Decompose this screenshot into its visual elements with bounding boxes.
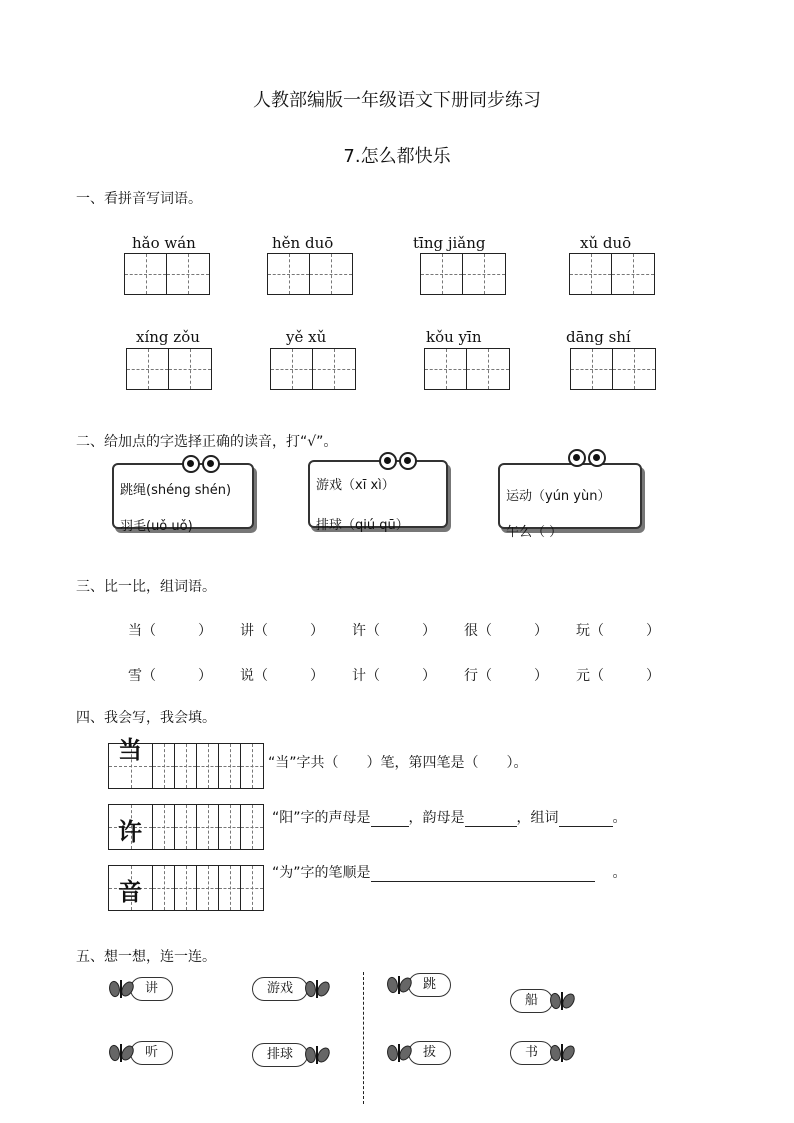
q3-text-b: 。	[612, 865, 627, 881]
compare-item[interactable]: 计（ ）	[352, 668, 436, 684]
compare-item[interactable]: 当（ ）	[128, 623, 212, 639]
compare-item[interactable]: 说（ ）	[240, 668, 324, 684]
butterfly-icon	[386, 1042, 412, 1064]
pinyin-5: xíng zǒu	[136, 328, 200, 346]
board1-line1[interactable]: 跳绳(shéng shén)	[120, 483, 232, 498]
match-word: 船	[510, 989, 553, 1013]
q2-text-a: “阳”字的声母是	[272, 810, 371, 826]
stroke-question[interactable]: “当”字共（ ）笔，第四笔是（ ）。	[268, 755, 528, 771]
model-char-2: 许	[118, 817, 142, 846]
board2-line1[interactable]: 游戏（xī xì）	[316, 478, 395, 493]
butterfly-icon	[304, 1044, 330, 1066]
word-blank[interactable]	[559, 810, 613, 827]
board2-line2[interactable]: 排球（qiú qū）	[316, 518, 409, 533]
pinyin-2: hěn duō	[272, 234, 334, 252]
pinyin-3: tīng jiǎng	[413, 234, 486, 252]
pinyin-1: hǎo wán	[132, 234, 196, 252]
divider-line	[363, 972, 364, 1104]
match-card[interactable]	[386, 973, 451, 997]
match-card[interactable]	[108, 977, 173, 1001]
pinyin-4: xǔ duō	[580, 234, 632, 252]
writing-grid-2[interactable]	[267, 253, 353, 295]
compare-item[interactable]: 元（ ）	[576, 668, 660, 684]
final-blank[interactable]	[465, 810, 517, 827]
q3-text-a: “为”字的笔顺是	[272, 865, 371, 881]
stroke-order-blank[interactable]	[371, 865, 595, 882]
section3-heading: 三、比一比，组词语。	[76, 579, 216, 595]
eyes-icon	[379, 452, 417, 470]
pinyin-8: dāng shí	[566, 328, 631, 346]
section2-heading: 二、给加点的字选择正确的读音，打“√”。	[76, 434, 338, 450]
match-card[interactable]	[252, 977, 330, 1001]
compare-item[interactable]: 讲（ ）	[240, 623, 324, 639]
q2-text-d: 。	[612, 810, 627, 826]
pinyin-6: yě xǔ	[286, 328, 327, 346]
stroke-order-question	[272, 862, 627, 882]
writing-grid-1[interactable]	[124, 253, 210, 295]
match-word: 排球	[252, 1043, 308, 1067]
match-word: 听	[130, 1041, 173, 1065]
eyes-icon	[568, 449, 606, 467]
writing-grid-7[interactable]	[424, 348, 510, 390]
butterfly-icon	[108, 1042, 134, 1064]
section5-heading: 五、想一想，连一连。	[76, 949, 216, 965]
butterfly-icon	[108, 978, 134, 1000]
butterfly-icon	[549, 1042, 575, 1064]
writing-grid-3[interactable]	[420, 253, 506, 295]
page-title: 人教部编版一年级语文下册同步练习	[253, 90, 541, 111]
compare-item[interactable]: 很（ ）	[464, 623, 548, 639]
board1-line2[interactable]: 羽毛(uǒ uǒ)	[120, 519, 193, 534]
pronunciation-board-3	[498, 463, 642, 540]
board3-line1[interactable]: 运动（yún yùn）	[506, 489, 611, 504]
lesson-title: 7.怎么都快乐	[343, 146, 451, 167]
match-word: 游戏	[252, 977, 308, 1001]
match-word: 书	[510, 1041, 553, 1065]
pinyin-7: kǒu yīn	[426, 328, 482, 346]
board3-line2[interactable]: 午么（ ）	[506, 525, 563, 540]
section1-heading: 一、看拼音写词语。	[76, 191, 202, 207]
q2-text-c: ，组词	[516, 810, 559, 826]
match-card[interactable]	[108, 1041, 173, 1065]
compare-item[interactable]: 许（ ）	[352, 623, 436, 639]
initial-blank[interactable]	[371, 810, 409, 827]
match-word: 拔	[408, 1041, 451, 1065]
section4-heading: 四、我会写，我会填。	[76, 710, 216, 726]
match-card[interactable]	[252, 1043, 330, 1067]
initial-final-question	[272, 807, 627, 827]
match-card[interactable]	[386, 1041, 451, 1065]
q2-text-b: ，韵母是	[408, 810, 465, 826]
butterfly-icon	[549, 990, 575, 1012]
pronunciation-board-2	[308, 460, 448, 533]
match-word: 跳	[408, 973, 451, 997]
model-char-3: 音	[118, 877, 142, 906]
writing-grid-8[interactable]	[570, 348, 656, 390]
writing-grid-4[interactable]	[569, 253, 655, 295]
match-card[interactable]	[510, 1041, 575, 1065]
butterfly-icon	[304, 978, 330, 1000]
compare-item[interactable]: 行（ ）	[464, 668, 548, 684]
writing-grid-6[interactable]	[270, 348, 356, 390]
match-word: 讲	[130, 977, 173, 1001]
compare-item[interactable]: 雪（ ）	[128, 668, 212, 684]
compare-item[interactable]: 玩（ ）	[576, 623, 660, 639]
model-char-1: 当	[118, 735, 142, 764]
eyes-icon	[182, 455, 220, 473]
writing-grid-5[interactable]	[126, 348, 212, 390]
match-card[interactable]	[510, 989, 575, 1013]
butterfly-icon	[386, 974, 412, 996]
